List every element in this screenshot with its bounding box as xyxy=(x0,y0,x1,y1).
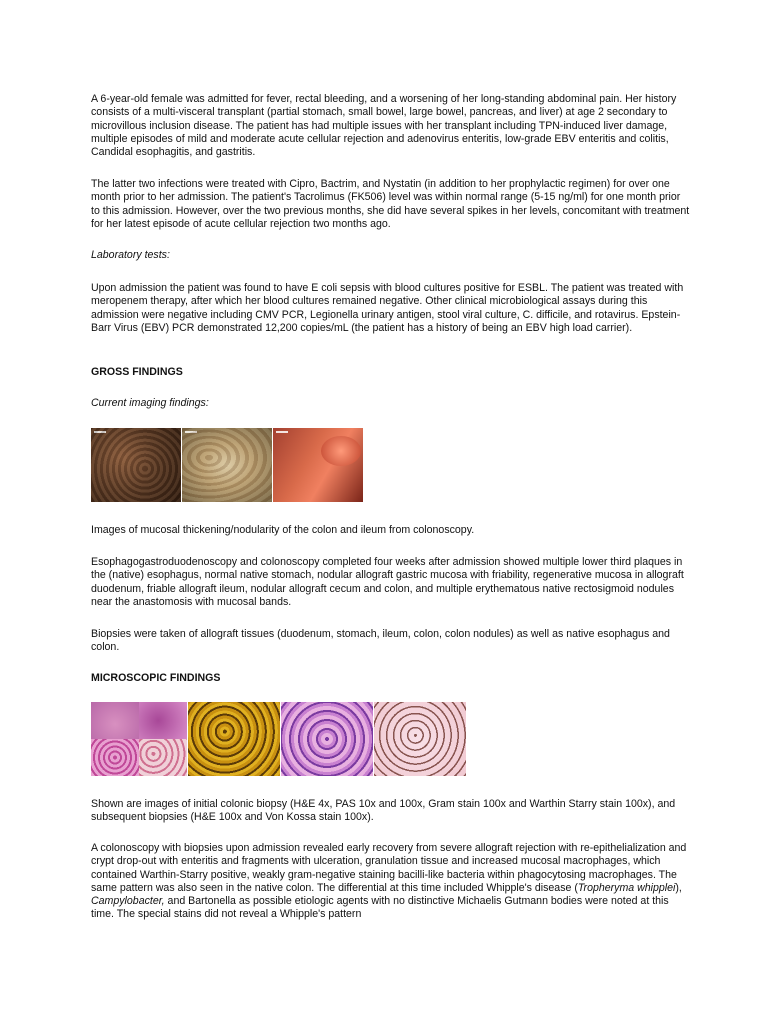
microscopy-caption xyxy=(91,798,691,825)
endoscopy-findings-text: Esophagogastroduodenoscopy and colonoscopy completed four weeks after admission showed multiple lower third plaques in the (native) esophagus, normal native stomach, nodular allograft gastric mucosa with friability, regenerative mucosa in allograft duodenum, friable allograft ileum, nodular allograft cecum and colon, and multiple erythematous native rectosigmoid nodules near the anastomosis with mucosal bands. xyxy=(91,556,684,608)
colonoscopy-text xyxy=(91,842,691,922)
von-kossa-image xyxy=(374,702,466,776)
tropheryma-italic: Tropheryma whipplei xyxy=(577,881,676,894)
ileum-nodular-image xyxy=(182,428,272,502)
imaging-label-text: Current imaging findings: xyxy=(91,397,209,409)
campylobacter-italic: Campylobacter, xyxy=(91,895,165,908)
history-text: A 6-year-old female was admitted for fever, rectal bleeding, and a worsening of her long-standing abdominal pain. Her history consists of a multi-visceral transplant (partial stomach, small bowel, large bowel, pancreas, and liver) at age 2 secondary to microvillous inclusion disease. The patient has had multiple issues with her transplant including TPN-induced liver damage, multiple episodes of mild and moderate acute cellular rejection and adenovirus enteritis, low-grade EBV enteritis and colitis, Candidal esophagitis, and gastritis. xyxy=(91,93,677,159)
lab-text: Upon admission the patient was found to have E coli sepsis with blood cultures positive for ESBL. The patient was treated with meropenem therapy, after which her blood cultures remained negative. Other clinical microbiological assays during this admission were negative including CMV PCR, Legionella urinary antigen, stool viral culture, C. difficile, and rotavirus. Epstein-Barr Virus (EBV) PCR demonstrated 12,200 copies/mL (the patient has a history of being an EBV high load carrier). xyxy=(91,282,684,334)
colonoscopy-paragraph xyxy=(91,842,691,922)
micro-heading-text: MICROSCOPIC FINDINGS xyxy=(91,672,221,684)
endoscopy-findings-paragraph xyxy=(91,556,691,609)
lab-label-text: Laboratory tests: xyxy=(91,249,170,261)
colonoscopy-text-c: and Bartonella as possible etiologic agents with no distinctive Michaelis Gutmann bodies were noted at this time. The special stains did not reveal a Whipple's pattern xyxy=(91,895,669,921)
endoscopy-caption-text: Images of mucosal thickening/nodularity of the colon and ileum from colonoscopy. xyxy=(91,524,475,536)
endoscopy-caption xyxy=(91,524,691,537)
history-paragraph xyxy=(91,93,691,159)
lab-label xyxy=(91,249,691,262)
biopsies-paragraph xyxy=(91,628,691,655)
he-pas-quad-image xyxy=(91,702,187,776)
colonoscopy-text-b: ), xyxy=(675,881,682,894)
biopsies-text: Biopsies were taken of allograft tissues (duodenum, stomach, ileum, colon, colon nodules) as well as native esophagus and colon. xyxy=(91,628,670,654)
imaging-label xyxy=(91,397,691,410)
lab-paragraph xyxy=(91,282,691,335)
he-100x-image xyxy=(281,702,373,776)
gross-heading-text: GROSS FINDINGS xyxy=(91,366,183,378)
gross-findings-heading xyxy=(91,366,691,379)
treatment-paragraph xyxy=(91,178,691,231)
treatment-text: The latter two infections were treated with Cipro, Bactrim, and Nystatin (in addition to her prophylactic regimen) for over one month prior to her admission. The patient's Tacrolimus (FK506) level was within normal range (5-15 ng/ml) for one month prior to this admission. However, over the two previous months, she did have several spikes in her levels, concomitant with treatment for her latest episode of acute cellular rejection two months ago. xyxy=(91,178,690,230)
colonoscopy-text-a: A colonoscopy with biopsies upon admission revealed early recovery from severe allograft rejection with re-epithelialization and crypt drop-out with enteritis and fragments with ulceration, granulation tissue and increased mucosal macrophages, which contained Warthin-Starry positive, weakly gram-negative staining bacilli-like bacteria within phagocytosing macrophages. The same pattern was also seen in the native colon. The differential at this time included Whipple's disease ( xyxy=(91,842,687,894)
microscopic-findings-heading xyxy=(91,672,691,685)
warthin-starry-image xyxy=(188,702,280,776)
microscopy-caption-text: Shown are images of initial colonic biopsy (H&E 4x, PAS 10x and 100x, Gram stain 100x and Warthin Starry stain 100x), and subsequent biopsies (H&E 100x and Von Kossa stain 100x). xyxy=(91,798,676,824)
rectosigmoid-image xyxy=(273,428,363,502)
colon-mucosa-image xyxy=(91,428,181,502)
microscopy-image-strip xyxy=(91,702,469,776)
endoscopy-image-strip xyxy=(91,428,363,502)
